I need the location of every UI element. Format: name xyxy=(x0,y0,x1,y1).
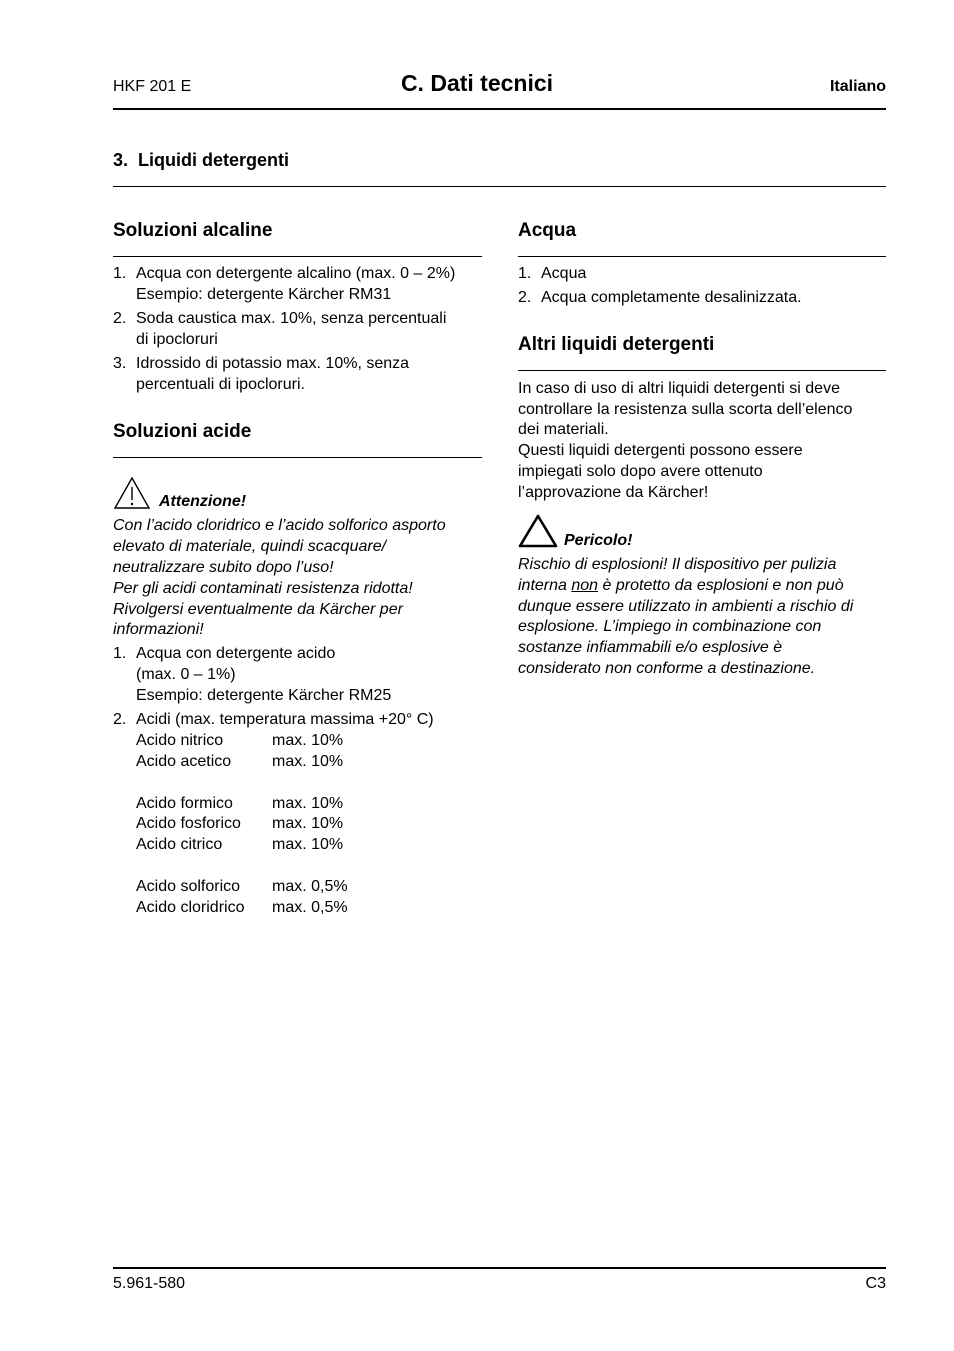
acid-value: max. 10% xyxy=(272,836,344,853)
acid-value: max. 0,5% xyxy=(272,899,348,916)
danger-icon xyxy=(518,514,558,548)
danger-text-part: è protetto da esplosioni e non può xyxy=(598,577,844,594)
page-number: C3 xyxy=(865,1275,886,1292)
warning-text: Per gli acidi contaminati resistenza ridotta! xyxy=(113,580,413,597)
acid-heading: Soluzioni acide xyxy=(113,421,252,442)
item-text: Acqua xyxy=(541,265,587,282)
other-text: l’approvazione da Kärcher! xyxy=(518,484,709,501)
acid-row xyxy=(136,834,222,855)
item-text: Esempio: detergente Kärcher RM25 xyxy=(136,687,392,704)
warning-text: Rivolgersi eventualmente da Kärcher per xyxy=(113,601,403,618)
acid-value: max. 10% xyxy=(272,815,344,832)
acid-name: Acido citrico xyxy=(136,836,223,853)
other-text: dei materiali. xyxy=(518,421,609,438)
item-text: Acidi (max. temperatura massima +20° C) xyxy=(136,711,434,728)
acid-value: max. 0,5% xyxy=(272,878,348,895)
document-code: 5.961-580 xyxy=(113,1275,186,1292)
acid-row xyxy=(136,751,231,772)
footer-rule xyxy=(113,1267,886,1269)
warning-label: Attenzione! xyxy=(159,493,247,510)
header-language: Italiano xyxy=(829,78,886,95)
alkaline-rule xyxy=(113,256,482,257)
item-number: 3. xyxy=(113,355,127,372)
danger-text: dunque essere utilizzato in ambienti a rischio di xyxy=(518,598,854,615)
item-number: 1. xyxy=(113,645,127,662)
danger-text xyxy=(518,575,844,596)
acid-rule xyxy=(113,457,482,458)
acid-row xyxy=(136,876,240,897)
item-text: Esempio: detergente Kärcher RM31 xyxy=(136,286,392,303)
item-text: di ipocloruri xyxy=(136,331,218,348)
item-number: 1. xyxy=(518,265,532,282)
danger-text: esplosione. L’impiego in combinazione con xyxy=(518,618,822,635)
section-title xyxy=(113,150,289,171)
acid-name: Acido solforico xyxy=(136,878,241,895)
warning-text: neutralizzare subito dopo l’uso! xyxy=(113,559,334,576)
item-number: 1. xyxy=(113,265,127,282)
danger-text: sostanze infiammabili e/o esplosive è xyxy=(518,639,783,656)
danger-text: Rischio di esplosioni! Il dispositivo per pulizia xyxy=(518,556,837,573)
other-rule xyxy=(518,370,886,371)
danger-text: considerato non conforme a destinazione. xyxy=(518,660,816,677)
item-number: 2. xyxy=(113,310,127,327)
warning-text: informazioni! xyxy=(113,621,204,638)
acid-name: Acido nitrico xyxy=(136,732,224,749)
water-heading: Acqua xyxy=(518,220,577,241)
item-number: 2. xyxy=(113,711,127,728)
page-title: C. Dati tecnici xyxy=(400,70,554,96)
acid-value: max. 10% xyxy=(272,753,344,770)
danger-label: Pericolo! xyxy=(564,532,633,549)
other-text: controllare la resistenza sulla scorta dell’elenco xyxy=(518,401,853,418)
acid-name: Acido cloridrico xyxy=(136,899,245,916)
item-text: (max. 0 – 1%) xyxy=(136,666,236,683)
alkaline-heading: Soluzioni alcaline xyxy=(113,220,273,241)
section-name: Liquidi detergenti xyxy=(138,150,290,170)
warning-icon xyxy=(113,476,151,510)
acid-value: max. 10% xyxy=(272,795,344,812)
item-text: Acqua con detergente acido xyxy=(136,645,336,662)
acid-row xyxy=(136,730,223,751)
danger-emphasis: non xyxy=(571,577,599,594)
acid-row xyxy=(136,897,244,918)
other-text: impiegati solo dopo avere ottenuto xyxy=(518,463,763,480)
warning-text: Con l’acido cloridrico e l’acido solforico asporto xyxy=(113,517,446,534)
acid-row xyxy=(136,793,233,814)
warning-text: elevato di materiale, quindi scacquare/ xyxy=(113,538,387,555)
header-rule xyxy=(113,108,886,110)
section-number: 3. xyxy=(113,150,129,170)
acid-row xyxy=(136,813,241,834)
section-rule xyxy=(113,186,886,187)
acid-name: Acido formico xyxy=(136,795,233,812)
other-text: Questi liquidi detergenti possono essere xyxy=(518,442,803,459)
acid-value: max. 10% xyxy=(272,732,344,749)
other-heading: Altri liquidi detergenti xyxy=(518,334,715,355)
item-text: Soda caustica max. 10%, senza percentuali xyxy=(136,310,447,327)
item-text: Acqua con detergente alcalino (max. 0 – 2%) xyxy=(136,265,456,282)
water-rule xyxy=(518,256,886,257)
item-text: percentuali di ipocloruri. xyxy=(136,376,305,393)
other-text: In caso di uso di altri liquidi detergenti si deve xyxy=(518,380,840,397)
item-text: Acqua completamente desalinizzata. xyxy=(541,289,802,306)
item-text: Idrossido di potassio max. 10%, senza xyxy=(136,355,410,372)
acid-name: Acido acetico xyxy=(136,753,232,770)
acid-name: Acido fosforico xyxy=(136,815,241,832)
header-model: HKF 201 E xyxy=(113,78,192,95)
item-number: 2. xyxy=(518,289,532,306)
danger-text-part: interna xyxy=(518,577,572,594)
